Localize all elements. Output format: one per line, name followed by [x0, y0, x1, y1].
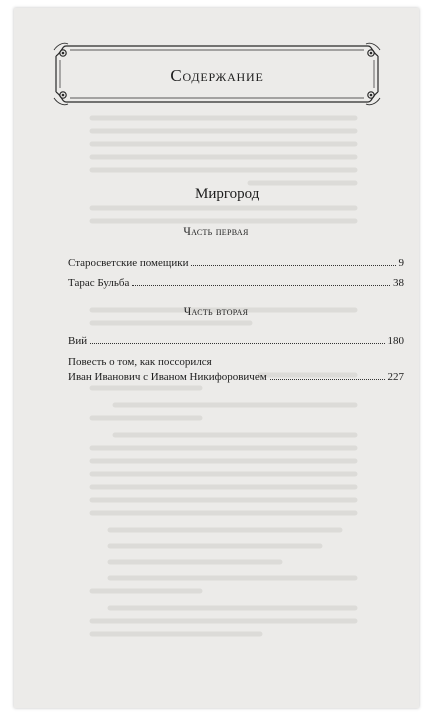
toc-entry-title: Тарас Бульба — [68, 277, 130, 289]
toc-entry-title-line2: Иван Иванович с Иваном Никифоровичем — [68, 371, 267, 383]
leader-dots — [90, 342, 384, 344]
toc-entry-title-line1[interactable]: Повесть о том, как поссорился — [68, 356, 212, 368]
toc-entry-page: 38 — [393, 277, 404, 289]
toc-entry[interactable] — [68, 276, 404, 290]
toc-entry-page: 9 — [398, 257, 404, 269]
toc-entry[interactable] — [68, 370, 404, 384]
toc-entry[interactable] — [68, 256, 404, 270]
contents-title-frame — [52, 42, 382, 106]
toc-entry-page: 180 — [387, 335, 404, 347]
leader-dots — [132, 284, 390, 286]
toc-entry[interactable] — [68, 334, 404, 348]
toc-entry-title: Старосветские помещики — [68, 257, 189, 269]
contents-title: Содержание — [170, 66, 264, 85]
part-title-2: Часть вторая — [183, 306, 249, 318]
leader-dots — [191, 264, 395, 266]
leader-dots — [270, 378, 385, 380]
toc-entry-title: Вий — [68, 335, 88, 347]
toc-entry-page: 227 — [387, 371, 404, 383]
part-title-1: Часть первая — [183, 226, 249, 238]
section-title: Миргород — [195, 186, 260, 202]
